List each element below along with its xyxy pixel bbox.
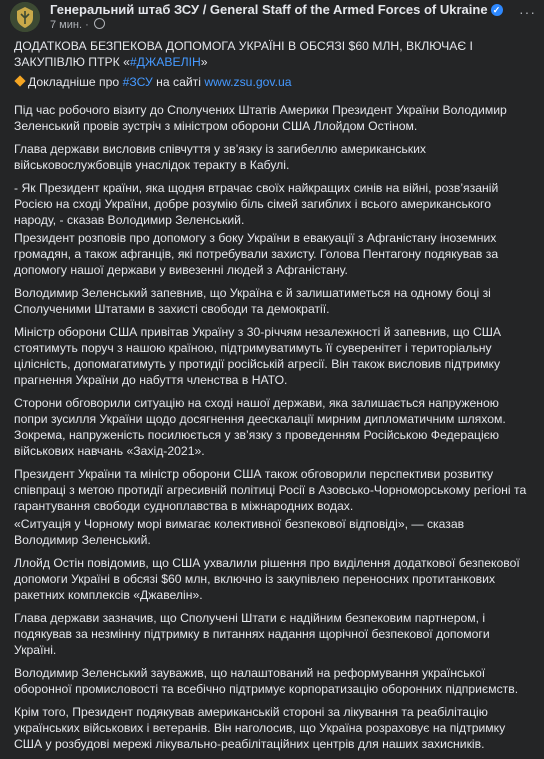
page-name-text[interactable]: Генеральний штаб ЗСУ / General Staff of the Armed Forces of Ukraine <box>50 2 488 17</box>
title-end: » <box>200 55 208 69</box>
paragraph: Президент України та міністр оборони США також обговорили перспективи розвитку співпраці з метою протидії агресивній політиці Росії в Азовсько-Чорноморському регіоні та гарантування свободи судноплавства в міжнародних водах. <box>14 467 527 513</box>
more-options-button[interactable]: ··· <box>519 4 536 20</box>
more-prefix: Докладніше про <box>28 75 123 89</box>
paragraph: Глава держави висловив співчуття у зв’язку із загибеллю американських військовослужбовців унаслідок теракту в Кабулі. <box>14 142 426 172</box>
paragraph: Під час робочого візиту до Сполучених Штатів Америки Президент України Володимир Зеленський провів зустріч з міністром оборони США Ллойдом Остіном. <box>14 103 507 133</box>
post-meta: 7 мин. · <box>50 18 105 31</box>
paragraph: Глава держави зазначив, що Сполучені Штати є надійним безпековим партнером, і подякував за незмінну підтримку в питаннях надання щорічної безпекової допомоги Україні. <box>14 611 490 657</box>
avatar[interactable] <box>10 2 40 32</box>
post-header <box>0 0 544 34</box>
paragraph: - Як Президент країни, яка щодня втрачає своїх найкращих синів на війні, розв’язаній Росією на сході України, добре розумію біль сімей загиблих і всього американського народу, - сказав Володимир Зеленський. <box>14 181 499 227</box>
globe-icon <box>94 18 105 29</box>
paragraph: Володимир Зеленський зауважив, що налаштований на реформування української оборонної промисловості та всебічно підтримує корпоратизацію оборонних підприємств. <box>14 666 519 696</box>
page-name[interactable] <box>50 2 503 17</box>
post-title <box>14 38 529 70</box>
paragraph: Сторони обговорили ситуацію на сході нашої держави, яка залишається напруженою попри зусилля України щодо досягнення деескалації мирним дипломатичним шляхом. Зокрема, напруженість посилюється у зв’язку з проведенням Російською Федерацією військових навчань «Захід-2021». <box>14 396 506 458</box>
title-text: ДОДАТКОВА БЕЗПЕКОВА ДОПОМОГА УКРАЇНІ В ОБСЯЗІ $60 МЛН, ВКЛЮЧАЄ І ЗАКУПІВЛЮ ПТРК « <box>14 39 473 69</box>
paragraph: Президент розповів про допомогу з боку України в евакуації з Афганістану іноземних громадян, а також афганців, які потребували захисту. Голова Пентагону подякував за допомогу нашої держави у вивезенні людей з Афганістану. <box>14 231 499 277</box>
hashtag-zsu[interactable]: #ЗСУ <box>122 75 153 89</box>
website-link[interactable]: www.zsu.gov.ua <box>204 75 292 89</box>
paragraph: Ллойд Остін повідомив, що США ухвалили рішення про виділення додаткової безпекової допомоги Україні в обсязі $60 млн, включно із закупівлею переносних протитанкових ракетних комплексів «Джавелін». <box>14 556 520 602</box>
paragraph: Володимир Зеленський запевнив, що Україна є й залишатиметься на одному боці зі Сполученими Штатами в захисті свободи та демократії. <box>14 286 491 316</box>
post-body <box>14 38 529 759</box>
hashtag-javelin[interactable]: #ДЖАВЕЛІН <box>129 55 201 69</box>
more-mid: на сайті <box>152 75 205 89</box>
post-time[interactable]: 7 мин. <box>50 19 83 31</box>
paragraph: «Ситуація у Чорному морі вимагає колективної безпекової відповіді», — сказав Володимир Зеленський. <box>14 517 465 547</box>
paragraph: Крім того, Президент подякував американській стороні за лікування та реабілітацію українських військових і ветеранів. Він наголосив, що Україна розраховує на підтримку США у розбудові мережі лікувально-реабілітаційних центрів для наших захисників. <box>14 705 506 751</box>
orange-diamond-icon <box>14 75 25 86</box>
more-info-line <box>14 74 529 90</box>
verified-icon: ✓ <box>491 4 503 16</box>
paragraph: Міністр оборони США привітав Україну з 30-річчям незалежності й запевнив, що США стоятимуть поруч з нашою країною, підтримуватимуть її суверенітет і територіальну цілісність, допомагатимуть у протидії російській агресії. Він також висловив підтримку прагнення України до набуття членства в НАТО. <box>14 325 502 387</box>
emblem-icon <box>10 2 40 32</box>
